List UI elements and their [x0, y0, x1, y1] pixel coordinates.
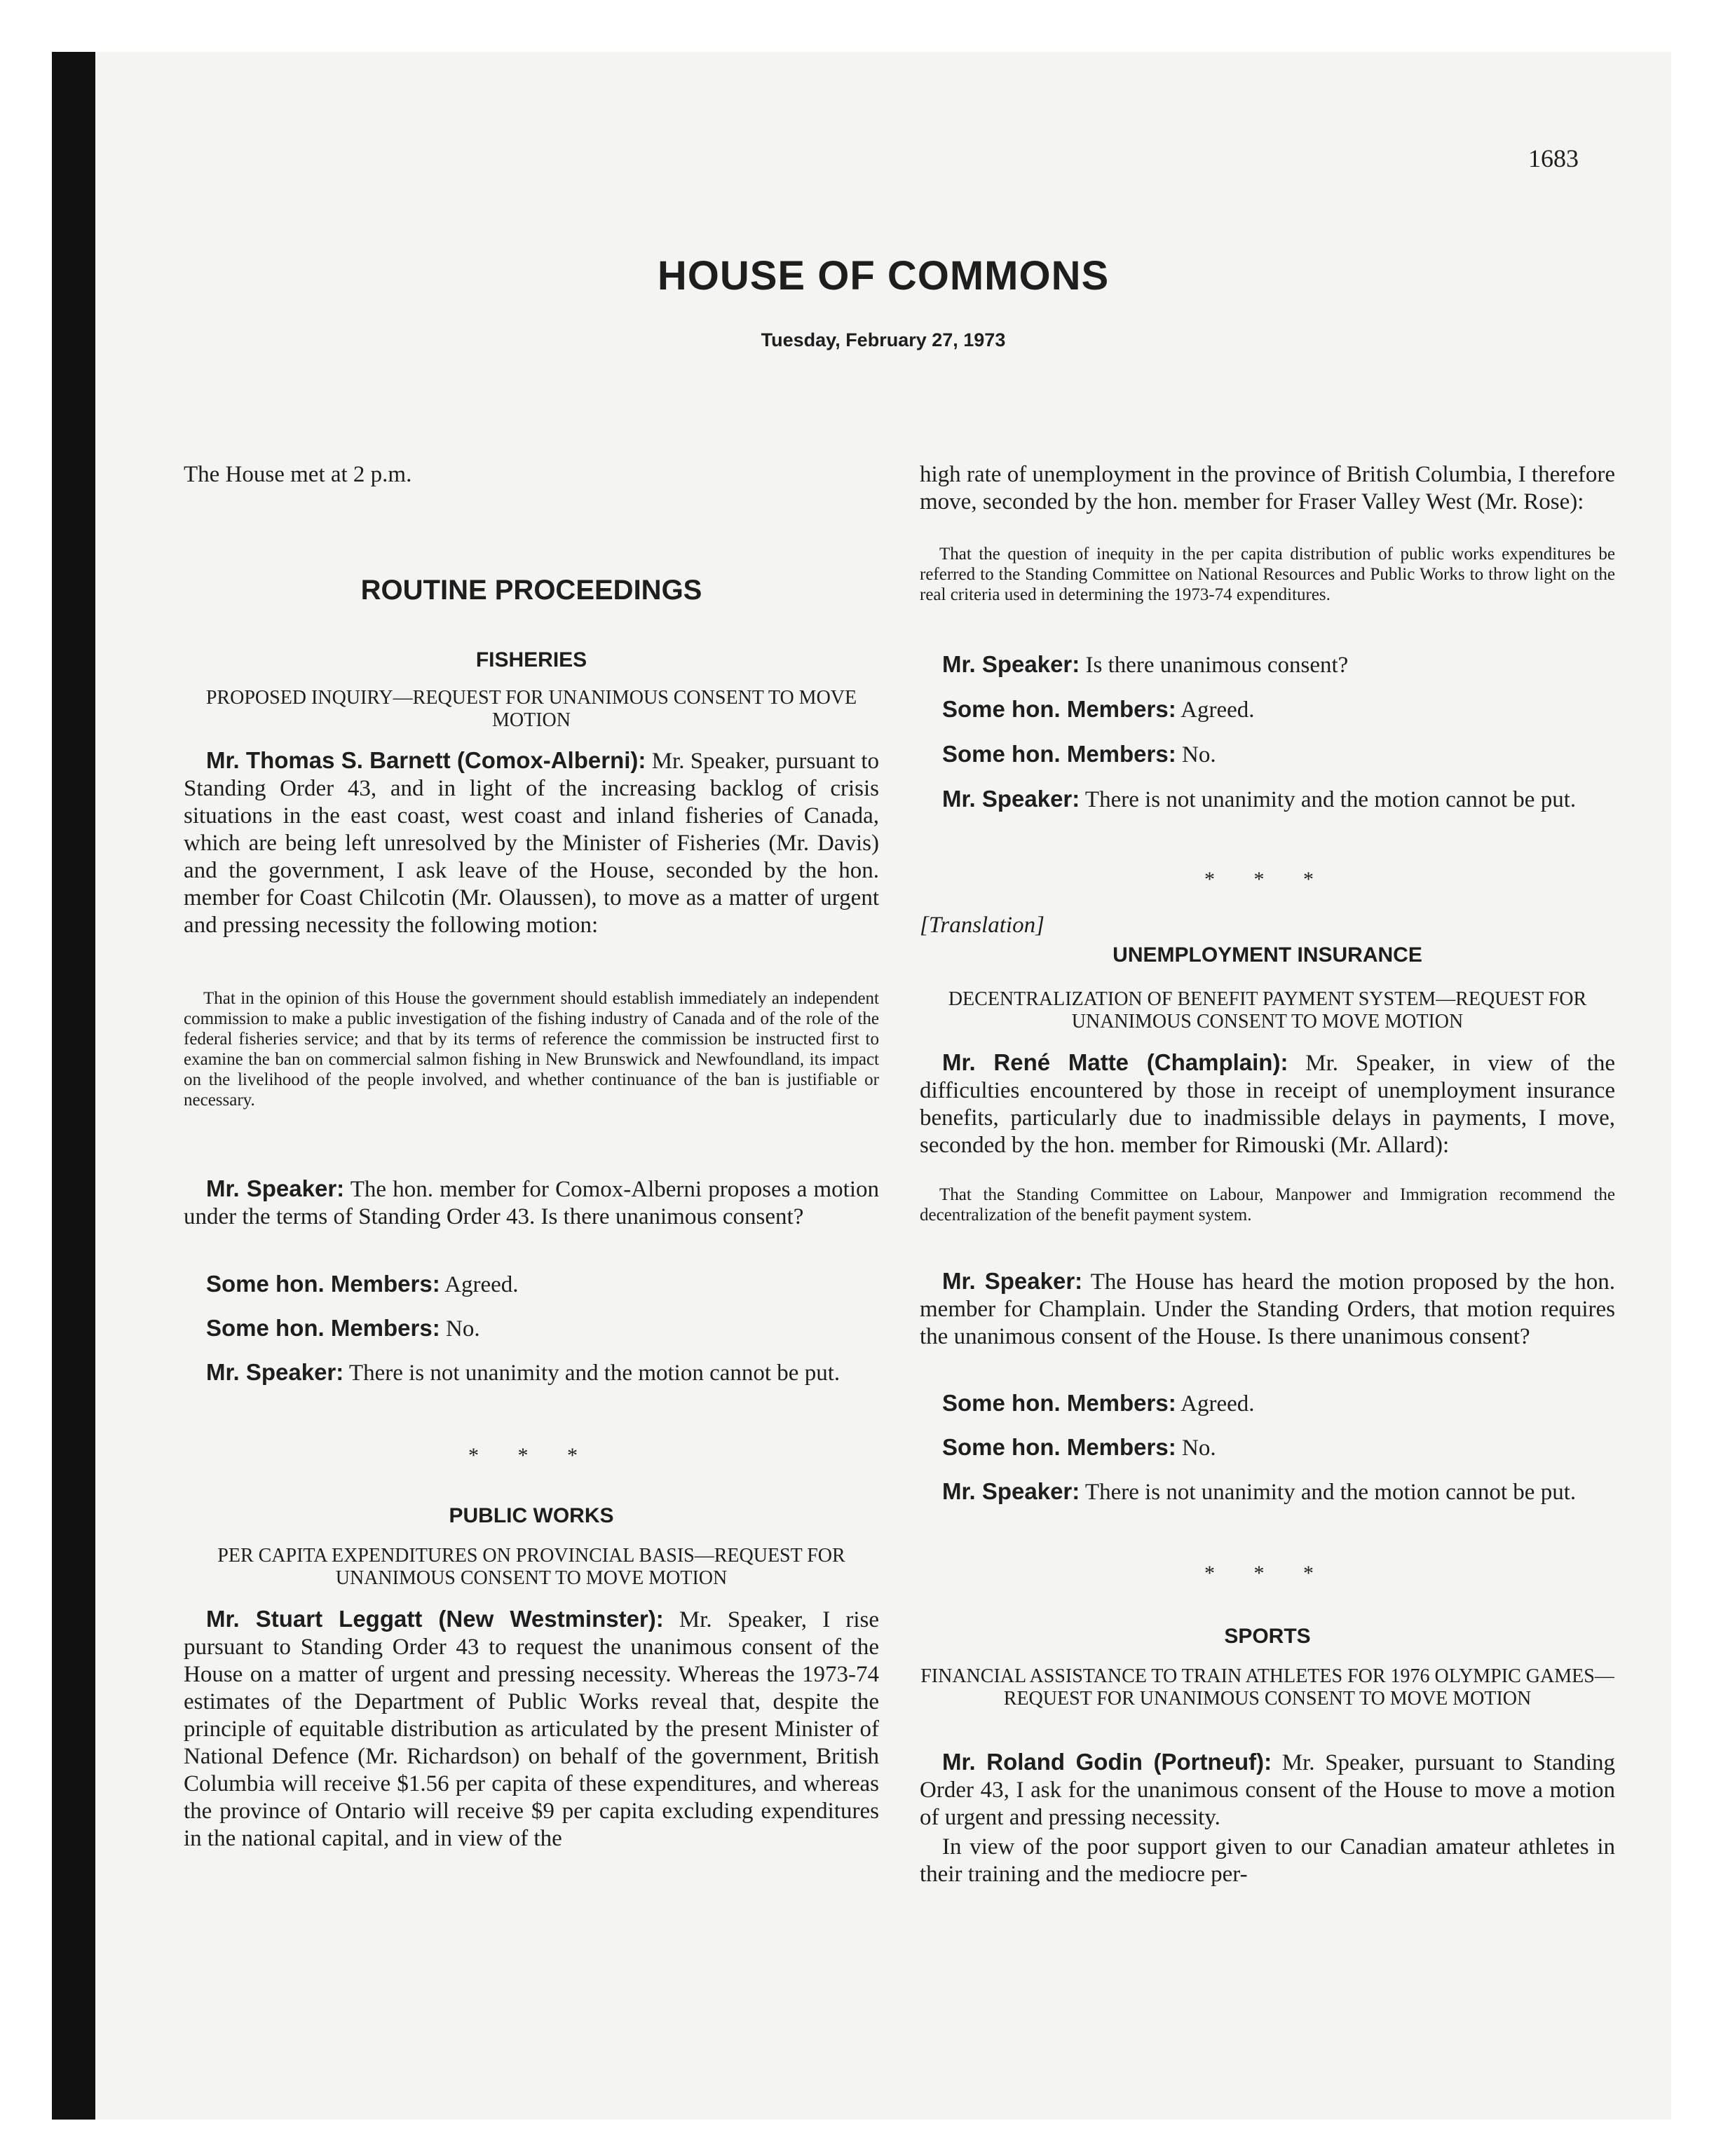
speech-text: The House has heard the motion proposed by the hon. member for Champlain. Under the Standing Orders, that motion requires the unanimous consent of the House. Is there unanimous consent? — [920, 1269, 1616, 1349]
speech-text: Mr. Speaker, I rise pursuant to Standing Order 43 to request the unanimous consent of the House on a matter of urgent and pressing necessity. Whereas the 1973-74 estimates of the Department of Public Works reveal that, despite the principle of equitable distribution as articulated by the present Minister of National Defence (Mr. Richardson) on behalf of the government, British Columbia will receive $1.56 per capita of these expenditures, and whereas the province of Ontario will receive $9 per capita excluding expenditures in the national capital, and in view of the — [184, 1607, 879, 1851]
speech-text: Agreed. — [1181, 1391, 1255, 1417]
public-works-subheading: PER CAPITA EXPENDITURES ON PROVINCIAL BASIS—REQUEST FOR UNANIMOUS CONSENT TO MOVE MOTION — [217, 1545, 845, 1589]
opening-line: The House met at 2 p.m. — [184, 462, 412, 487]
members-agreed — [920, 1389, 1615, 1418]
speaker-name: Mr. René Matte (Champlain): — [942, 1049, 1288, 1075]
speech-text: No. — [1181, 1435, 1216, 1461]
section-separator: * * * — [1204, 868, 1331, 891]
speaker-name: Mr. Speaker: — [942, 1268, 1083, 1294]
speech-text: Mr. Speaker, pursuant to Standing Order 43, I ask for the unanimous consent of the House to move a motion of urgent and pressing necessity. — [920, 1750, 1616, 1830]
speech-text: Mr. Speaker, in view of the difficulties encountered by those in receipt of unemployment insurance benefits, particularly due to inadmissible delays in payments, I move, seconded by the hon. member for Rimouski (Mr. Allard): — [920, 1051, 1616, 1158]
continuation-text: high rate of unemployment in the province of British Columbia, I therefore move, seconded by the hon. member for Fraser Valley West (Mr. Rose): — [920, 462, 1615, 514]
speaker-ruling — [920, 1478, 1615, 1506]
speaker-name: Mr. Speaker: — [942, 1478, 1080, 1504]
routine-proceedings-heading: ROUTINE PROCEEDINGS — [360, 575, 702, 606]
public-works-speech — [184, 1605, 879, 1853]
speech-text: No. — [445, 1316, 480, 1342]
speech-text: No. — [1181, 742, 1216, 767]
speech-text: There is not unanimity and the motion cannot be put. — [1084, 1480, 1577, 1505]
unemployment-subheading: DECENTRALIZATION OF BENEFIT PAYMENT SYSTEM—REQUEST FOR UNANIMOUS CONSENT TO MOVE MOTION — [948, 988, 1587, 1032]
speaker-question — [920, 650, 1615, 679]
speech-text: The hon. member for Comox-Alberni proposes a motion under the terms of Standing Order 43. Is there unanimous consent? — [184, 1177, 880, 1229]
speaker-ruling — [184, 1358, 879, 1387]
speaker-name: Mr. Speaker: — [206, 1175, 345, 1201]
speaker-ruling — [920, 785, 1615, 814]
unemployment-speech — [920, 1049, 1615, 1159]
members-no — [184, 1314, 879, 1343]
fisheries-speech — [184, 746, 879, 939]
public-works-heading: PUBLIC WORKS — [449, 1504, 614, 1527]
members-no — [920, 740, 1615, 769]
sports-subheading: FINANCIAL ASSISTANCE TO TRAIN ATHLETES FOR 1976 OLYMPIC GAMES—REQUEST FOR UNANIMOUS CONSENT TO MOVE MOTION — [920, 1665, 1614, 1710]
speaker-remark — [184, 1175, 879, 1231]
speech-text: Mr. Speaker, pursuant to Standing Order 43, and in light of the increasing backlog of crisis situations in the east coast, west coast and inland fisheries of Canada, which are being left unresolved by the Minister of Fisheries (Mr. Davis) and the government, I ask leave of the House, seconded by the hon. member for Coast Chilcotin (Mr. Olaussen), to move as a matter of urgent and pressing necessity the following motion: — [184, 749, 879, 938]
speaker-name: Mr. Stuart Leggatt (New Westminster): — [206, 1606, 664, 1632]
scan-edge-bar — [52, 52, 95, 2120]
speaker-name: Mr. Speaker: — [942, 651, 1080, 677]
members-agreed — [920, 695, 1615, 724]
speaker-name: Some hon. Members: — [942, 1434, 1176, 1460]
speech-text: Agreed. — [444, 1272, 519, 1297]
members-agreed — [184, 1270, 879, 1299]
section-separator: * * * — [1204, 1562, 1331, 1585]
speaker-name: Some hon. Members: — [942, 696, 1176, 722]
page-title: HOUSE OF COMMONS — [657, 253, 1110, 299]
fisheries-heading: FISHERIES — [475, 648, 587, 671]
unemployment-heading: UNEMPLOYMENT INSURANCE — [1113, 943, 1422, 967]
speaker-name: Some hon. Members: — [206, 1271, 440, 1297]
speaker-name: Mr. Thomas S. Barnett (Comox-Alberni): — [206, 747, 646, 773]
fisheries-motion-text: That in the opinion of this House the government should establish immediately an independent commission to make a public investigation of the fishing industry of Canada and of the role of the federal fisheries service; and that by its terms of reference the commission be instructed first to examine the ban on commercial salmon fishing in New Brunswick and Newfoundland, its impact on the livelihood of the people involved, and whether continuance of the ban is justifiable or necessary. — [184, 989, 879, 1110]
public-works-motion-text: That the question of inequity in the per capita distribution of public works expenditures be referred to the Standing Committee on National Resources and Public Works to throw light on the real criteria used in determining the 1973-74 expenditures. — [920, 545, 1615, 604]
sports-speech — [920, 1748, 1615, 1831]
translation-note: [Translation] — [920, 913, 1045, 938]
speaker-name: Mr. Roland Godin (Portneuf): — [942, 1749, 1272, 1775]
speech-text: There is not unanimity and the motion cannot be put. — [348, 1360, 841, 1386]
section-separator: * * * — [468, 1444, 594, 1467]
members-no — [920, 1433, 1615, 1462]
speaker-name: Mr. Speaker: — [206, 1359, 344, 1385]
speaker-name: Some hon. Members: — [206, 1315, 440, 1341]
speaker-name: Mr. Speaker: — [942, 786, 1080, 812]
speaker-name: Some hon. Members: — [942, 1390, 1176, 1416]
speech-text: Is there unanimous consent? — [1085, 653, 1349, 678]
speech-text: Agreed. — [1181, 697, 1255, 723]
sports-speech-continued: In view of the poor support given to our Canadian amateur athletes in their training and the mediocre per- — [920, 1834, 1615, 1887]
sports-heading: SPORTS — [1224, 1625, 1311, 1648]
speaker-name: Some hon. Members: — [942, 741, 1176, 767]
sitting-date: Tuesday, February 27, 1973 — [761, 329, 1006, 350]
fisheries-subheading: PROPOSED INQUIRY—REQUEST FOR UNANIMOUS CONSENT TO MOVE MOTION — [205, 687, 857, 731]
unemployment-motion-text: That the Standing Committee on Labour, Manpower and Immigration recommend the decentralization of the benefit payment system. — [920, 1185, 1615, 1224]
speaker-remark — [920, 1267, 1615, 1351]
page-number: 1683 — [1528, 144, 1579, 172]
speech-text: There is not unanimity and the motion cannot be put. — [1084, 787, 1577, 812]
